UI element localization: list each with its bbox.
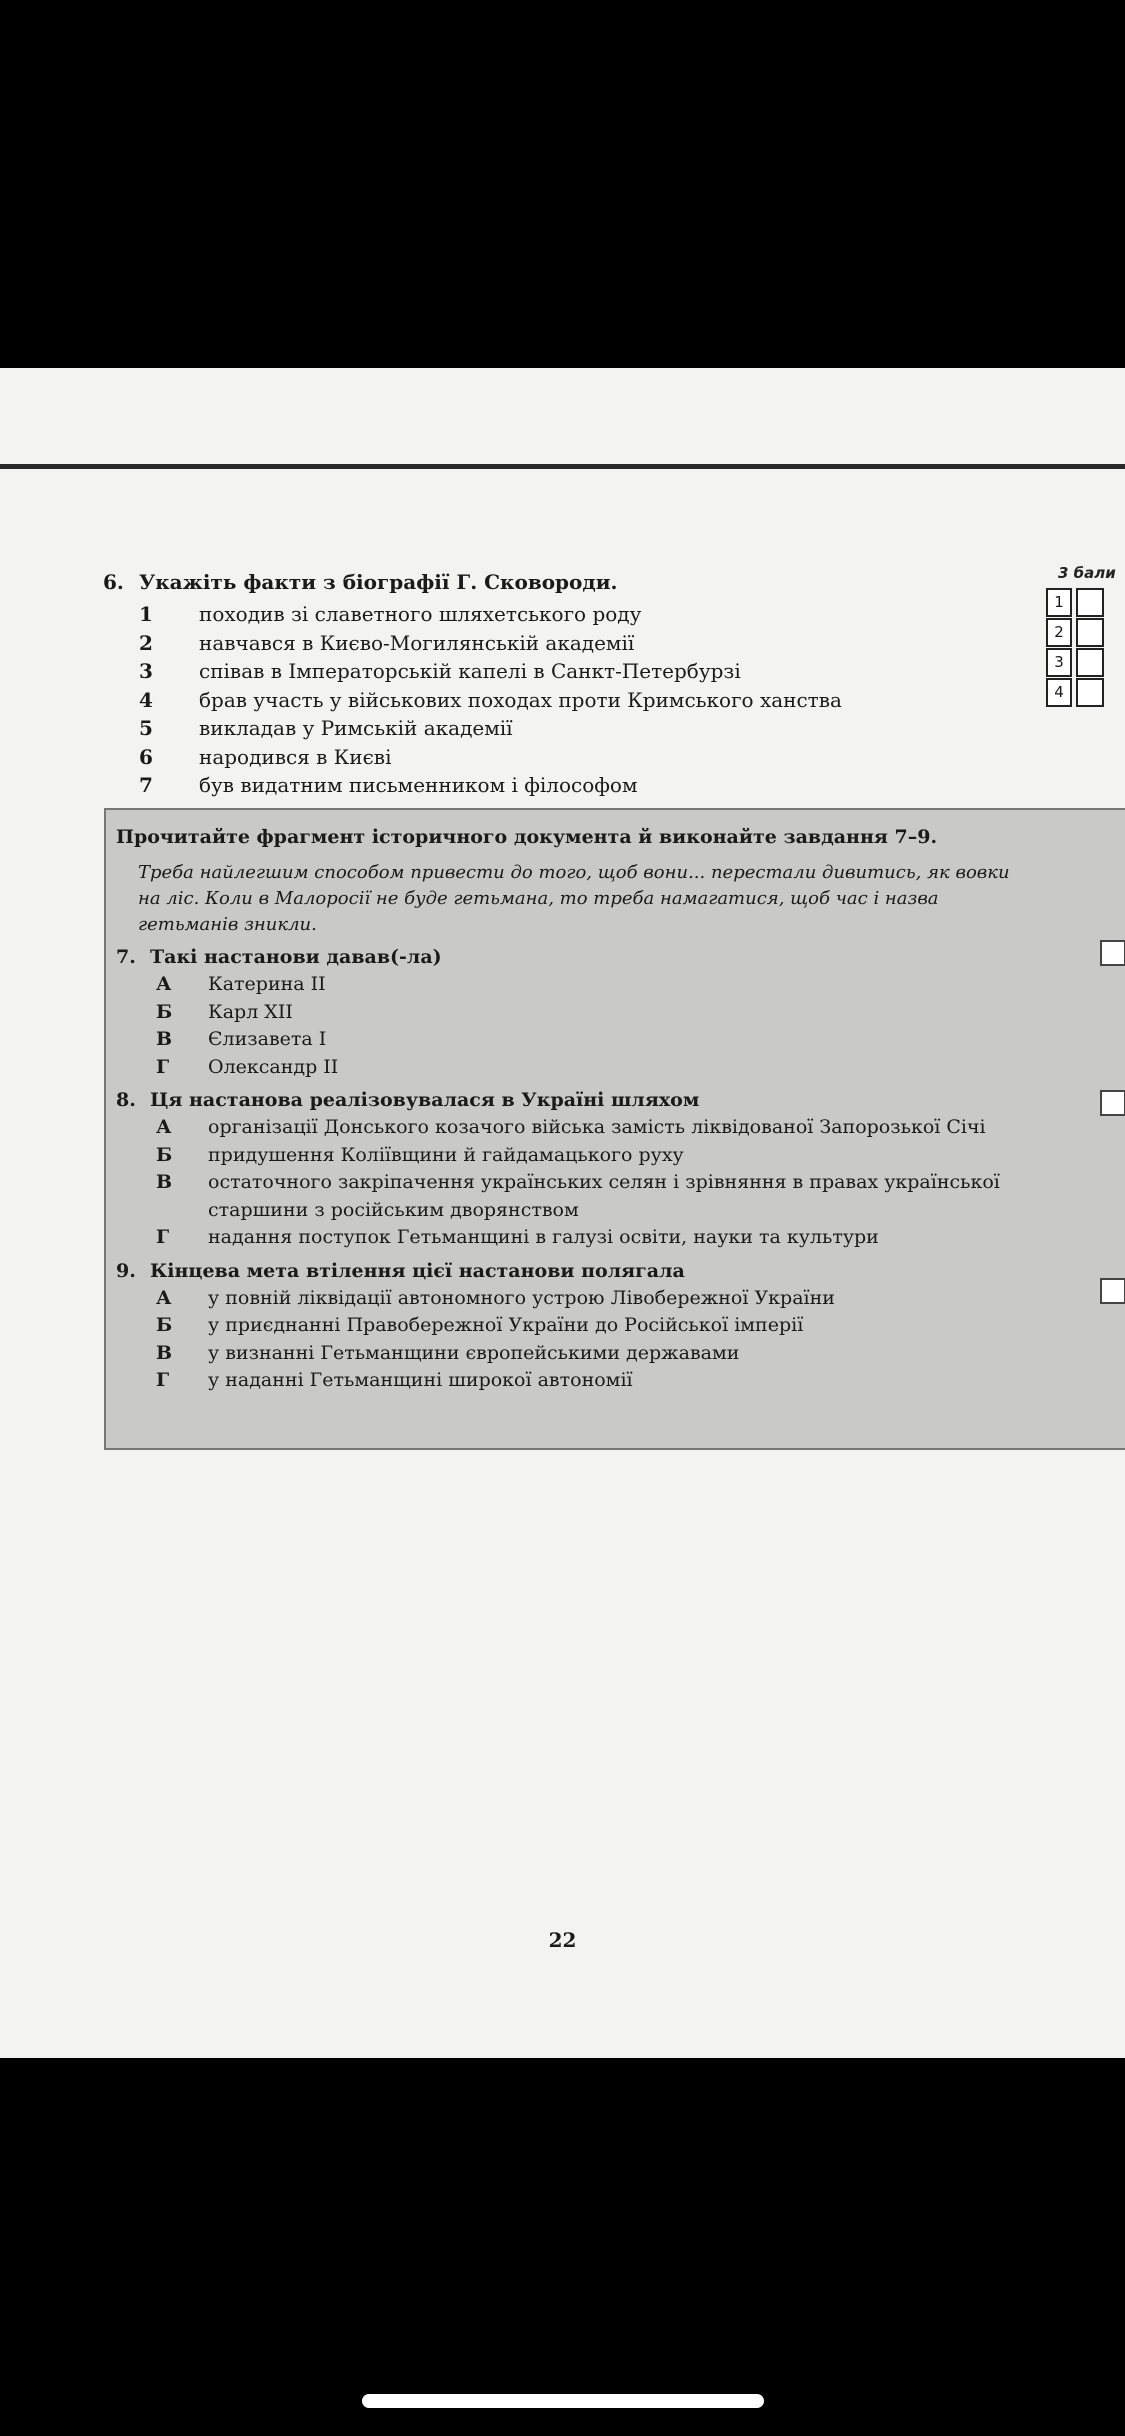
option-key: Б [156,1314,173,1336]
answer-grid-row [1046,648,1108,675]
answer-option [116,1114,1116,1142]
question-number: 7. [116,946,136,968]
option-key: 1 [139,602,153,626]
option-key: В [156,1028,173,1050]
option-key: Г [156,1369,170,1391]
question-6-option [103,743,1033,772]
question-6-option [103,600,1033,629]
answer-option [116,1142,1116,1170]
option-text: народився в Києві [199,744,392,769]
question-6 [103,568,1033,800]
answer-grid-row [1046,588,1108,615]
option-text: походив зі славетного шляхетського роду [199,602,642,626]
option-key: 5 [139,716,153,740]
option-text: Карл ХІІ [208,1000,293,1023]
option-key: А [156,973,172,995]
answer-grid-row [1046,618,1108,645]
score-label-q6: 3 бали [1058,564,1116,582]
answer-box-q9[interactable] [1100,1278,1125,1304]
option-text: у приєднанні Правобережної України до Російської імперії [208,1314,804,1336]
option-text: співав в Імператорській капелі в Санкт-Петербурзі [199,659,741,683]
option-key: В [156,1341,173,1364]
option-text: Єлизавета І [208,1028,327,1050]
option-text: остаточного закріпачення українських селян і зрівняння в правах української старшини з російським дворянством [208,1171,1000,1221]
question-number: 8. [116,1089,136,1111]
answer-option [116,971,1116,999]
option-text: брав участь у військових походах проти Кримського ханства [199,687,842,712]
question-title [116,1087,1116,1114]
answer-grid-box[interactable] [1076,678,1104,707]
option-text: у визнанні Гетьманщини європейськими державами [208,1341,740,1364]
answer-option [116,1367,1116,1395]
question-number: 9. [116,1259,136,1282]
option-text: організації Донського козачого війська замість ліквідованої Запорозької Січі [208,1116,986,1138]
option-key: Г [156,1055,170,1078]
page-top-rule [0,464,1125,469]
document-excerpt-panel [104,808,1125,1450]
question-8 [116,1087,1116,1252]
question-7 [116,944,1116,1081]
option-key: В [156,1171,173,1193]
document-quote: Треба найлегшим способом привести до того, щоб вони... перестали дивитись, як вовки на ліс. Коли в Малоросії не буде гетьмана, то треба намагатися, щоб час і назва гетьманів зникли. [138,862,1010,935]
option-text: придушення Коліївщини й гайдамацького руху [208,1143,684,1166]
answer-grid-number: 4 [1046,678,1072,707]
answer-option [116,1340,1116,1368]
option-key: Г [156,1226,170,1248]
option-key: А [156,1286,172,1309]
question-text: Укажіть факти з біографії Г. Сковороди. [139,570,618,594]
answer-option [116,1054,1116,1082]
home-indicator[interactable] [362,2394,764,2408]
answer-grid-box[interactable] [1076,588,1104,617]
question-6-option [103,657,1033,686]
answer-option [116,1285,1116,1313]
document-page [0,368,1125,2058]
option-key: 3 [139,659,153,683]
question-6-title [103,568,1033,596]
question-6-option [103,714,1033,743]
option-text: у повній ліквідації автономного устрою Лівобережної України [208,1286,835,1309]
answer-grid-q6 [1046,588,1108,708]
option-text: був видатним письменником і філософом [199,773,638,797]
question-text: Кінцева мета втілення цієї настанови полягала [150,1259,685,1282]
page-number: 22 [548,1928,577,1952]
question-text: Ця настанова реалізовувалася в Україні шляхом [150,1089,700,1111]
answer-grid-box[interactable] [1076,648,1104,677]
option-text: викладав у Римській академії [199,716,513,740]
answer-grid-row [1046,678,1108,705]
option-key: 6 [139,744,153,769]
answer-option [116,999,1116,1027]
answer-box-q8[interactable] [1100,1090,1125,1116]
option-key: А [156,1116,172,1138]
question-6-options [103,600,1033,800]
question-9 [116,1258,1116,1395]
answer-grid-number: 1 [1046,588,1072,617]
question-text: Такі настанови давав(-ла) [150,946,442,968]
question-6-option [103,686,1033,715]
instruction-text: Прочитайте фрагмент історичного документа й виконайте завдання 7–9. [116,826,938,848]
answer-box-q7[interactable] [1100,940,1125,966]
option-text: надання поступок Гетьманщині в галузі освіти, науки та культури [208,1226,879,1248]
option-text: Олександр ІІ [208,1055,339,1078]
option-key: Б [156,1000,173,1023]
question-6-option [103,629,1033,658]
question-title [116,944,1116,971]
option-key: Б [156,1143,173,1166]
answer-option [116,1312,1116,1340]
question-title [116,1258,1116,1285]
answer-grid-number: 2 [1046,618,1072,647]
option-text: у наданні Гетьманщині широкої автономії [208,1369,633,1391]
answer-grid-box[interactable] [1076,618,1104,647]
panel-questions [116,944,1116,1395]
question-6-option [103,771,1033,800]
option-text: навчався в Києво-Могилянській академії [199,630,635,655]
option-text: Катерина ІІ [208,973,326,995]
answer-option [116,1224,1116,1252]
option-key: 7 [139,773,153,797]
answer-grid-number: 3 [1046,648,1072,677]
answer-option [116,1169,1116,1224]
answer-option [116,1026,1116,1054]
option-key: 2 [139,630,153,655]
bleed-through-background [120,1848,1080,2248]
question-number: 6. [103,570,124,594]
option-key: 4 [139,687,153,712]
